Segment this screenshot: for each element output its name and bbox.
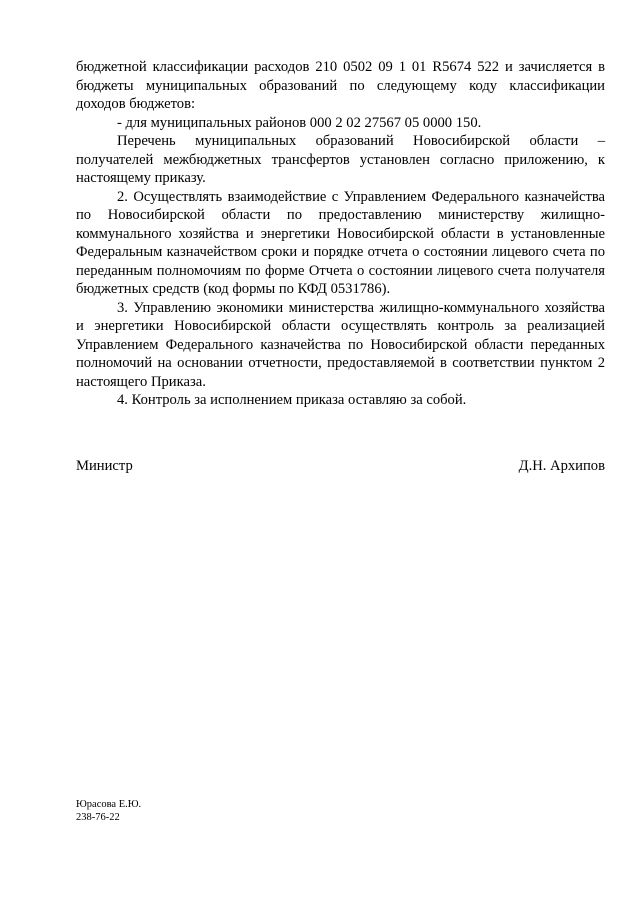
executor-phone: 238-76-22 [76,811,120,823]
paragraph-budget-classification: бюджетной классификации расходов 210 0502 09 1 01 R5674 522 и зачисляется в бюджеты муниципальных образований по следующему коду классификации доходов бюджетов: [76,59,605,112]
paragraph-item-2: 2. Осуществлять взаимодействие с Управлением Федерального казначейства по Новосибирской области по предоставлению министерству жилищно-коммунального хозяйства и энергетики Новосибирской области в установленные Федеральным казначейством сроки и порядке отчета о состоянии лицевого счета по переданным полномочиям по форме Отчета о состоянии лицевого счета получателя бюджетных средств (код формы по КФД 0531786). [76,188,605,297]
executor-info [76,799,141,824]
signature-position: Министр [76,458,133,474]
paragraph-recipients-list: Перечень муниципальных образований Новосибирской области – получателей межбюджетных трансфертов установлен согласно приложению, к настоящему приказу. [76,133,605,186]
signature-block [76,457,605,476]
paragraph-municipal-districts-code: - для муниципальных районов 000 2 02 27567 05 0000 150. [117,114,482,131]
signature-name: Д.Н. Архипов [518,458,605,474]
document-body [76,58,605,410]
paragraph-item-3: 3. Управлению экономики министерства жилищно-коммунального хозяйства и энергетики Новосибирской области осуществлять контроль за реализацией Управлением Федерального казначейства по Новосибирской области переданных полномочий на основании отчетности, предоставляемой в соответствии пунктом 2 настоящего Приказа. [76,299,605,390]
paragraph-item-4: 4. Контроль за исполнением приказа оставляю за собой. [117,392,467,408]
executor-name: Юрасова Е.Ю. [76,799,142,810]
